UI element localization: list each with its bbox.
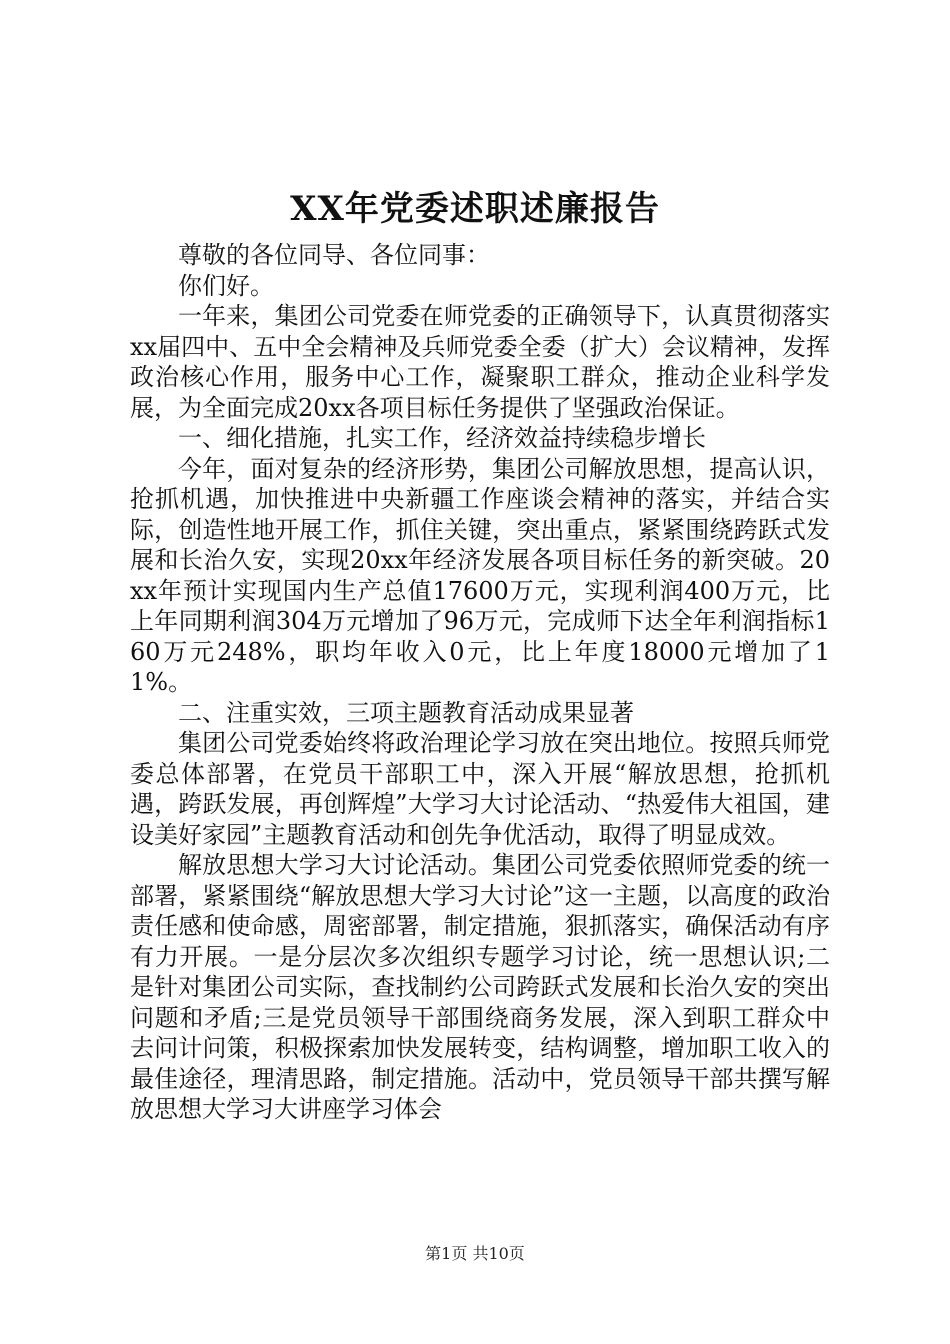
greeting: 你们好。	[178, 271, 274, 300]
salutation: 尊敬的各位同导、各位同事：	[178, 241, 490, 269]
section-heading-1: 一、细化措施，扎实工作，经济效益持续稳步增长	[178, 424, 706, 452]
section-heading-2: 二、注重实效，三项主题教育活动成果显著	[178, 698, 634, 727]
document-body	[130, 240, 830, 1125]
page-title: XX年党委述职述廉报告	[290, 189, 660, 229]
section-2-paragraph-2: 解放思想大学习大讨论活动。集团公司党委依照师党委的统一部署，紧紧围绕“解放思想大学习大讨论”这一主题，以高度的政治责任感和使命感，周密部署，制定措施，狠抓落实，确保活动有序有力开展。一是分层次多次组织专题学习讨论，统一思想认识;二是针对集团公司实际，查找制约公司跨跃式发展和长治久安的突出问题和矛盾;三是党员领导干部围绕商务发展，深入到职工群众中去问计问策，积极探索加快发展转变，结构调整，增加职工收入的最佳途径，理清思路，制定措施。活动中，党员领导干部共撰写解放思想大学习大讲座学习体会	[130, 851, 830, 1123]
intro-paragraph: 一年来，集团公司党委在师党委的正确领导下，认真贯彻落实xx届四中、五中全会精神及兵师党委全委（扩大）会议精神，发挥政治核心作用，服务中心工作，凝聚职工群众，推动企业科学发展，为全面完成20xx各项目标任务提供了坚强政治保证。	[130, 302, 830, 422]
section-1-paragraph: 今年，面对复杂的经济形势，集团公司解放思想，提高认识，抢抓机遇，加快推进中央新疆工作座谈会精神的落实，并结合实际，创造性地开展工作，抓住关键，突出重点，紧紧围绕跨跃式发展和长治久安，实现20xx年经济发展各项目标任务的新突破。20xx年预计实现国内生产总值17600万元，实现利润400万元，比上年同期利润304万元增加了96万元，完成师下达全年利润指标160万元248%，职均年收入0元，比上年度18000元增加了11%。	[130, 454, 830, 696]
section-2-paragraph-1: 集团公司党委始终将政治理论学习放在突出地位。按照兵师党委总体部署，在党员干部职工中，深入开展“解放思想，抢抓机遇，跨跃发展，再创辉煌”大学习大讨论活动、“热爱伟大祖国，建设美好家园”主题教育活动和创先争优活动，取得了明显成效。	[130, 729, 830, 849]
page-footer: 第1页 共10页	[425, 1244, 525, 1263]
